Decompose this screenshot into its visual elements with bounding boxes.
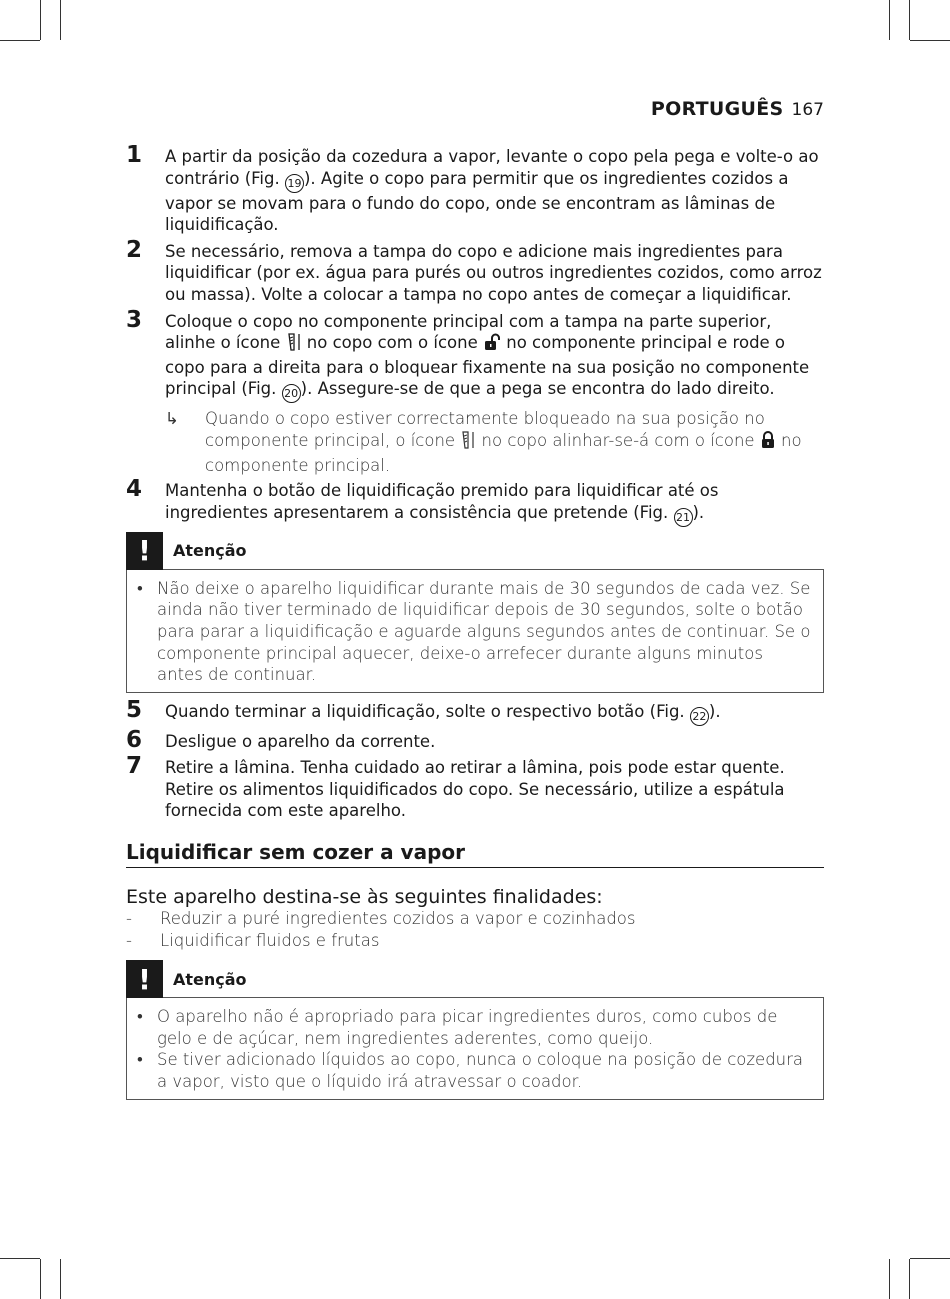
figure-ref: 22 [690,707,709,726]
step-number: 2 [126,236,143,263]
warning-box [126,997,824,1099]
crop-mark [40,0,41,40]
bullet: • [137,578,143,598]
section-intro: Este aparelho destina-se às seguintes finalidades: [126,886,603,909]
use-text: Reduzir a puré ingredientes cozidos a vapor e cozinhados [160,909,636,929]
use-item: - Reduzir a puré ingredientes cozidos a vapor e cozinhados [126,909,636,929]
step-text: Quando terminar a liquidificação, solte o respectivo botão (Fig. 22 ). [165,701,824,726]
result-arrow-icon: ↳ [165,409,179,429]
step-3 [126,306,824,404]
step-text: Coloque o copo no componente principal com a tampa na parte superior, alinhe o ícone no copo com o ícone no componente principal e rode o copo para a direita para o bloquear fixamente na sua posição no componente principal (Fig. 20 ). Assegure-se de que a pega se encontra do lado direito. [165,311,824,404]
step-text: Retire a lâmina. Tenha cuidado ao retirar a lâmina, pois pode estar quente. Retire os alimentos liquidificados do copo. Se necessário, utilize a espátula fornecida com este aparelho. [165,758,785,821]
figure-ref: 19 [285,174,304,193]
step-1 [126,142,824,236]
warning-icon: ! [126,960,163,998]
use-item: - Liquidificar fluidos e frutas [126,930,380,950]
step-number: 6 [126,726,143,753]
figure-ref: 20 [282,384,301,403]
warning-title: Atenção [173,969,247,989]
crop-mark [40,1259,41,1299]
step-number: 5 [126,696,143,723]
crop-mark [910,1258,950,1259]
crop-mark [909,0,910,40]
step-text: Desligue o aparelho da corrente. [165,731,436,751]
warning-text: Não deixe o aparelho liquidificar durante mais de 30 segundos de cada vez. Se ainda não tiver terminado de liquidificar depois de 30 segundos, solte o botão para parar a liquidificação e aguarde alguns segundos antes de continuar. Se o componente principal aquecer, deixe-o arrefecer durante alguns minutos antes de continuar. [157,578,811,685]
crop-mark [0,1258,40,1259]
result-text: Quando o copo estiver correctamente bloqueado na sua posição no componente principal, o ícone no copo alinhar-se-á com o ícone no componente principal. [205,409,802,475]
crop-mark [889,0,890,40]
padlock-closed-icon [760,431,776,455]
step-number: 4 [126,476,143,503]
warning-icon: ! [126,532,163,570]
step-6 [126,726,824,753]
bullet: • [137,1007,143,1027]
crop-mark [0,40,40,41]
page-header [651,98,824,120]
crop-mark [60,0,61,40]
crop-mark [889,1259,890,1299]
jar-align-icon [286,333,302,357]
page-number: 167 [791,100,824,120]
crop-mark [60,1259,61,1299]
crop-mark [910,40,950,41]
language-label: PORTUGUÊS [650,98,784,120]
warning-header [126,961,824,997]
step-3-result [165,408,824,476]
step-7 [126,753,824,822]
section-title: Liquidificar sem cozer a vapor [126,840,824,868]
warning-box [126,569,824,693]
warning-header [126,533,824,569]
jar-align-icon [460,431,476,455]
use-text: Liquidificar fluidos e frutas [160,930,380,950]
page-content [126,142,824,1108]
warning-item [137,1006,813,1049]
warning-text: O aparelho não é apropriado para picar ingredientes duros, como cubos de gelo e de açúcar, nem ingredientes aderentes, como queijo. [157,1007,778,1048]
step-text: Mantenha o botão de liquidificação premido para liquidificar até os ingredientes apresentarem a consistência que pretende (Fig. 21 ). [165,480,824,527]
warning-title: Atenção [173,541,247,561]
warning-item [137,1049,813,1092]
step-5 [126,696,824,726]
step-number: 1 [126,142,143,168]
warning-item [137,578,813,686]
padlock-open-icon [483,333,501,357]
step-4 [126,476,824,527]
figure-ref: 21 [674,508,693,527]
step-number: 7 [126,753,143,780]
step-2 [126,236,824,306]
step-text: Se necessário, remova a tampa do copo e adicione mais ingredientes para liquidificar (por ex. água para purés ou outros ingredientes cozidos, como arroz ou massa). Volte a colocar a tampa no copo antes de começar a liquidificar. [165,241,822,304]
step-text: A partir da posição da cozedura a vapor, levante o copo pela pega e volte-o ao contrário (Fig. 19 ). Agite o copo para permitir que os ingredientes cozidos a vapor se movam para o fundo do copo, onde se encontram as lâminas de liquidificação. [165,147,819,235]
warning-text: Se tiver adicionado líquidos ao copo, nunca o coloque na posição de cozedura a vapor, visto que o líquido irá atravessar o coador. [157,1050,804,1092]
bullet: • [137,1050,143,1070]
step-number: 3 [126,306,143,333]
crop-mark [909,1259,910,1299]
